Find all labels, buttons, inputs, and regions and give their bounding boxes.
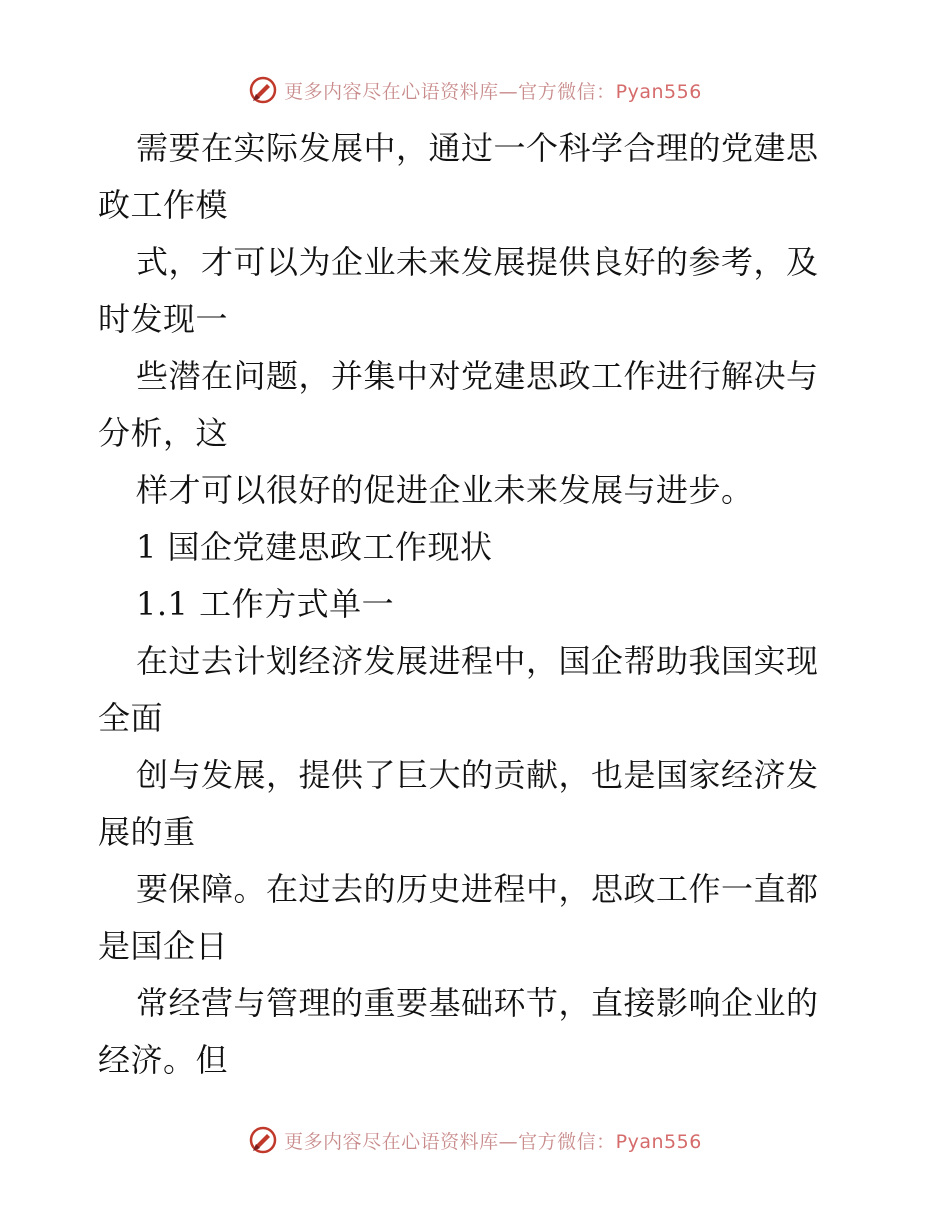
text-line: 要保障。在过去的历史进程中，思政工作一直都 <box>136 870 819 908</box>
text-line: 式，才可以为企业未来发展提供良好的参考，及 <box>136 243 819 281</box>
text-line: 经济。但 <box>98 1041 229 1079</box>
watermark-text: 更多内容尽在心语资料库—官方微信：Pyan556 <box>284 1130 702 1153</box>
text-line: 创与发展，提供了巨大的贡献，也是国家经济发 <box>136 756 819 794</box>
text-line: 全面 <box>98 699 164 737</box>
pen-logo-icon <box>248 75 278 105</box>
text-line: 展的重 <box>98 813 196 851</box>
text-line: 些潜在问题，并集中对党建思政工作进行解决与 <box>136 357 819 395</box>
document-body <box>98 120 858 1089</box>
text-line: 分析，这 <box>98 414 229 452</box>
text-line: 政工作模 <box>98 186 229 224</box>
text-line: 1.1 工作方式单一 <box>136 585 395 623</box>
watermark-text: 更多内容尽在心语资料库—官方微信：Pyan556 <box>284 80 702 103</box>
text-line: 时发现一 <box>98 300 229 338</box>
text-line: 常经营与管理的重要基础环节，直接影响企业的 <box>136 984 819 1022</box>
text-line: 在过去计划经济发展进程中，国企帮助我国实现 <box>136 642 819 680</box>
text-line: 是国企日 <box>98 927 229 965</box>
footer-watermark <box>0 1120 950 1160</box>
text-line: 样才可以很好的促进企业未来发展与进步。 <box>136 471 754 509</box>
text-line: 需要在实际发展中，通过一个科学合理的党建思 <box>136 129 819 167</box>
pen-logo-icon <box>248 1125 278 1155</box>
text-line: 1 国企党建思政工作现状 <box>136 528 493 566</box>
header-watermark <box>0 70 950 110</box>
